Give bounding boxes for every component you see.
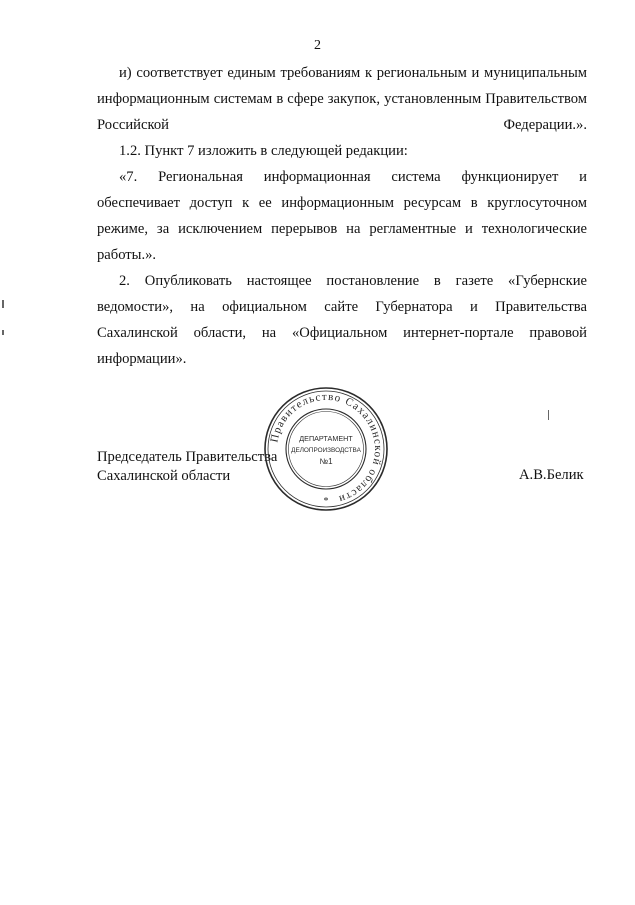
signatory-title-line2: Сахалинской области	[97, 468, 231, 484]
seal-ring-textpath: Правительство Сахалинской области	[268, 390, 385, 506]
scan-artifact	[548, 410, 549, 420]
scan-artifact	[2, 330, 4, 335]
seal-star-icon: *	[323, 496, 329, 507]
paragraph-2-publish: 2. Опубликовать настоящее постановление в газете «Губернские ведомости», на официальном сайте Губернатора и Правительства Сахалинской области, на «Официальном интернет-портале правовой информации».	[97, 273, 587, 367]
paragraph-item-7: «7. Региональная информационная система функционирует и обеспечивает доступ к ее информационным ресурсам в круглосуточном режиме, за исключением перерывов на регламентные и технологические работы.».	[97, 169, 587, 263]
official-seal	[262, 385, 390, 513]
seal-line3: №1	[319, 457, 333, 466]
signatory-name: А.В.Белик	[519, 467, 584, 483]
scan-artifact	[2, 300, 4, 308]
paragraph-subitem-i: и) соответствует единым требованиям к региональным и муниципальным информационным системам в сфере закупок, установленным Правительством Российской Федерации.».	[97, 65, 587, 133]
paragraph-1-2: 1.2. Пункт 7 изложить в следующей редакции:	[119, 143, 408, 159]
seal-line2: ДЕЛОПРОИЗВОДСТВА	[291, 447, 361, 454]
signatory-title-line1: Председатель Правительства	[97, 449, 278, 465]
document-body	[97, 60, 587, 372]
page-number: 2	[314, 38, 321, 53]
signatory-title	[97, 448, 277, 486]
seal-line1: ДЕПАРТАМЕНТ	[299, 434, 353, 443]
